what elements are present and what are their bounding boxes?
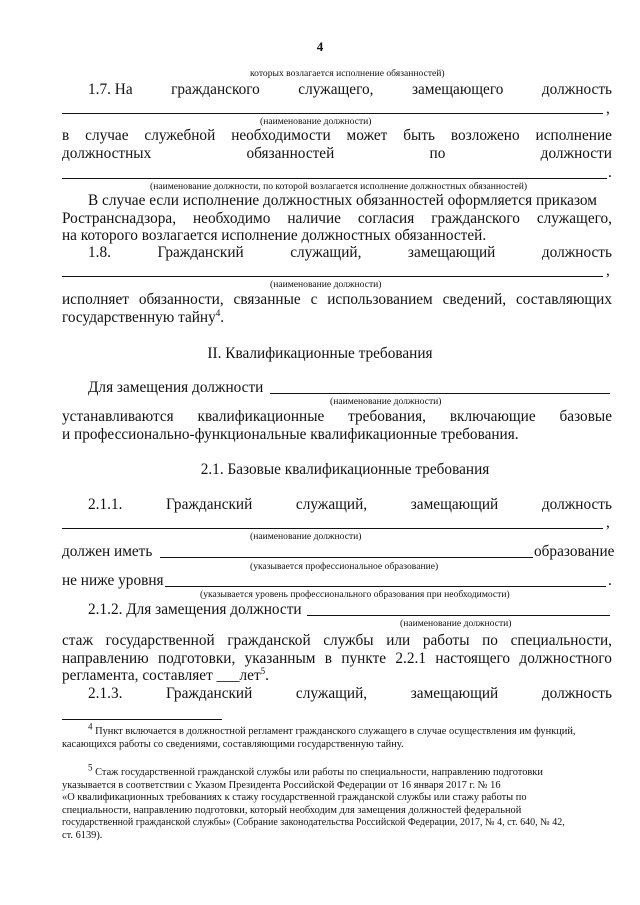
caption-position-name: (наименование должности) bbox=[330, 396, 442, 407]
word: быть bbox=[403, 127, 435, 144]
footnote-text: Пункт включается в должностной регламент гражданского служащего в случае осуществления им функций, bbox=[95, 726, 576, 737]
top-caption: которых возлагается исполнение обязанностей) bbox=[250, 68, 445, 79]
word: необходимости bbox=[231, 127, 331, 144]
blank-line-position bbox=[62, 276, 603, 277]
word: может bbox=[346, 127, 388, 144]
clause-1-7-line1 bbox=[88, 81, 612, 99]
clause-2-1-2-line3 bbox=[62, 650, 612, 668]
word: должностных bbox=[62, 145, 152, 162]
word: возложено bbox=[450, 127, 520, 144]
word: обязанности, bbox=[138, 291, 224, 308]
word: использованием bbox=[327, 291, 433, 308]
word: замещающего bbox=[411, 81, 504, 98]
s2-intro-line2 bbox=[62, 408, 612, 426]
word: должность bbox=[541, 81, 612, 98]
word: согласия bbox=[357, 210, 415, 227]
word: 2.2.1 bbox=[395, 650, 426, 667]
blank-line-position bbox=[270, 393, 610, 394]
word: по bbox=[482, 632, 498, 649]
word: служащий, bbox=[295, 496, 368, 513]
word: замещающий bbox=[410, 685, 499, 702]
text: . bbox=[220, 309, 225, 326]
comma: , bbox=[606, 100, 610, 117]
footnote-separator bbox=[62, 719, 222, 720]
clause-2-1-3-line1 bbox=[88, 685, 612, 703]
clause-1-7-para-line2 bbox=[62, 210, 612, 228]
edu-end: образование bbox=[534, 543, 615, 560]
section-heading: II. Квалификационные требования bbox=[207, 345, 433, 362]
clause-1-7-para-line1: В случае если исполнение должностных обязанностей оформляется приказом bbox=[88, 192, 597, 209]
word: наличие bbox=[287, 210, 341, 227]
footnote-5 bbox=[62, 762, 612, 842]
word: указанным bbox=[244, 650, 316, 667]
period: . bbox=[608, 572, 612, 589]
footnote-line bbox=[62, 762, 612, 780]
footnote-line: касающихся работы со сведениями, составляющими государственную тайну. bbox=[62, 738, 404, 750]
word: служащий, bbox=[290, 244, 362, 261]
clause-2-1-2-label: 2.1.2. Для замещения должности bbox=[88, 601, 302, 618]
clause-2-1-1-line1 bbox=[88, 496, 612, 514]
subsection-heading: 2.1. Базовые квалификационные требования bbox=[200, 461, 490, 478]
word: исполняет bbox=[62, 291, 129, 308]
blank-line-position bbox=[307, 615, 610, 616]
clause-1-7-para-line3: на которого возлагается исполнение должностных обязанностей. bbox=[62, 227, 487, 244]
word: работы bbox=[422, 632, 470, 649]
word: служащего, bbox=[536, 210, 612, 227]
word: настоящего bbox=[435, 650, 511, 667]
word: 2.1.1. bbox=[88, 496, 123, 513]
footnote-line: государственной гражданской службы» (Собрание законодательства Российской Федерации, 2017, № 4, ст. 640, № 42, bbox=[62, 817, 565, 828]
footnote-ref-4[interactable]: 4 bbox=[215, 307, 221, 318]
period: . bbox=[608, 164, 612, 181]
word: требования, bbox=[348, 408, 426, 425]
word: или bbox=[386, 632, 411, 649]
page-number: 4 bbox=[316, 39, 324, 54]
blank-line-education bbox=[160, 557, 533, 558]
word: включающие bbox=[449, 408, 536, 425]
blank-line-position bbox=[62, 528, 603, 529]
text: регламента, составляет ___лет bbox=[62, 667, 261, 684]
footnote-marker: 4 bbox=[88, 721, 93, 732]
clause-2-1-2-line2 bbox=[62, 632, 612, 650]
word: замещающий bbox=[407, 244, 496, 261]
word: гражданского bbox=[431, 210, 520, 227]
word: с bbox=[310, 291, 318, 308]
word: необходимо bbox=[192, 210, 271, 227]
caption-position-name: (наименование должности) bbox=[400, 618, 512, 629]
word: гражданской bbox=[227, 632, 311, 649]
text: государственную тайну bbox=[62, 309, 216, 326]
blank-line-position bbox=[62, 178, 607, 179]
footnote-line: «О квалификационных требованиях к стажу государственной гражданской службы или стажу работы по bbox=[62, 792, 527, 803]
word: Гражданский bbox=[166, 496, 253, 513]
blank-line-position bbox=[62, 113, 603, 114]
word: пункте bbox=[341, 650, 387, 667]
footnote-line: указывается в соответствии с Указом Президента Российской Федерации от 16 января 2017 г. № 16 bbox=[62, 779, 501, 791]
word: 1.8. bbox=[88, 244, 111, 261]
word: специальности, bbox=[510, 632, 612, 649]
comma: , bbox=[606, 262, 610, 279]
word: должность bbox=[541, 496, 612, 513]
word: должности bbox=[540, 145, 612, 162]
footnote-ref-5[interactable]: 5 bbox=[260, 665, 266, 676]
word: служащего, bbox=[298, 81, 374, 98]
caption-position-duties: (наименование должности, по которой возлагается исполнение должностных обязанностей) bbox=[150, 181, 528, 192]
word: должностного bbox=[519, 650, 612, 667]
word: составляющих bbox=[515, 291, 612, 308]
word: служащий, bbox=[295, 685, 368, 702]
word: 2.1.3. bbox=[88, 685, 123, 702]
comma: , bbox=[606, 514, 610, 531]
word: устанавливаются bbox=[62, 408, 174, 425]
word: Ространснадзора, bbox=[62, 210, 177, 227]
word: исполнение bbox=[535, 127, 612, 144]
word: службы bbox=[323, 632, 374, 649]
caption-position-name: (наименование должности) bbox=[260, 116, 372, 127]
word: в bbox=[324, 650, 333, 667]
word: обязанностей bbox=[246, 145, 335, 162]
s2-intro-line3: и профессионально-функциональные квалификационные требования. bbox=[62, 426, 519, 443]
word: стаж bbox=[62, 632, 94, 649]
word: служебной bbox=[144, 127, 216, 144]
caption-position-name: (наименование должности) bbox=[250, 531, 362, 542]
clause-1-8-line1 bbox=[88, 244, 612, 262]
word: должность bbox=[541, 244, 612, 261]
word: должность bbox=[541, 685, 612, 702]
s2-intro-label: Для замещения должности bbox=[88, 379, 264, 396]
word: замещающий bbox=[410, 496, 499, 513]
clause-1-7-line2 bbox=[62, 127, 612, 145]
word: в bbox=[62, 127, 70, 144]
word: связанные bbox=[233, 291, 301, 308]
level-label: не ниже уровня bbox=[62, 572, 164, 589]
footnote-4 bbox=[62, 721, 612, 751]
word: по bbox=[429, 145, 446, 162]
clause-1-7-line3 bbox=[62, 145, 612, 163]
word: гражданского bbox=[171, 81, 260, 98]
clause-1-8-line2 bbox=[62, 291, 612, 309]
text: . bbox=[265, 667, 269, 684]
word: государственной bbox=[105, 632, 215, 649]
clause-2-1-2-line4 bbox=[62, 667, 269, 685]
word: квалификационные bbox=[197, 408, 325, 425]
word: направлению bbox=[62, 650, 149, 667]
footnote-line: специальности, направлению подготовки, который необходим для замещения должностей федеральной bbox=[62, 804, 522, 816]
footnote-text: Стаж государственной гражданской службы или работы по специальности, направлению подготовки bbox=[95, 767, 543, 778]
footnote-marker: 5 bbox=[88, 762, 93, 773]
word: подготовки, bbox=[157, 650, 236, 667]
footnote-line bbox=[62, 721, 612, 739]
edu-label: должен иметь bbox=[62, 543, 153, 560]
word: 1.7. На bbox=[88, 81, 133, 98]
word: случае bbox=[85, 127, 129, 144]
caption-position-name: (наименование должности) bbox=[270, 279, 382, 290]
clause-1-8-line3 bbox=[62, 309, 224, 327]
word: Гражданский bbox=[157, 244, 244, 261]
footnote-line: ст. 6139). bbox=[62, 829, 103, 841]
word: сведений, bbox=[442, 291, 507, 308]
word: базовые bbox=[559, 408, 612, 425]
caption-education: (указывается профессиональное образование) bbox=[250, 561, 439, 572]
caption-level: (указывается уровень профессионального образования при необходимости) bbox=[200, 589, 510, 600]
word: Гражданский bbox=[166, 685, 253, 702]
blank-line-level bbox=[165, 586, 606, 587]
